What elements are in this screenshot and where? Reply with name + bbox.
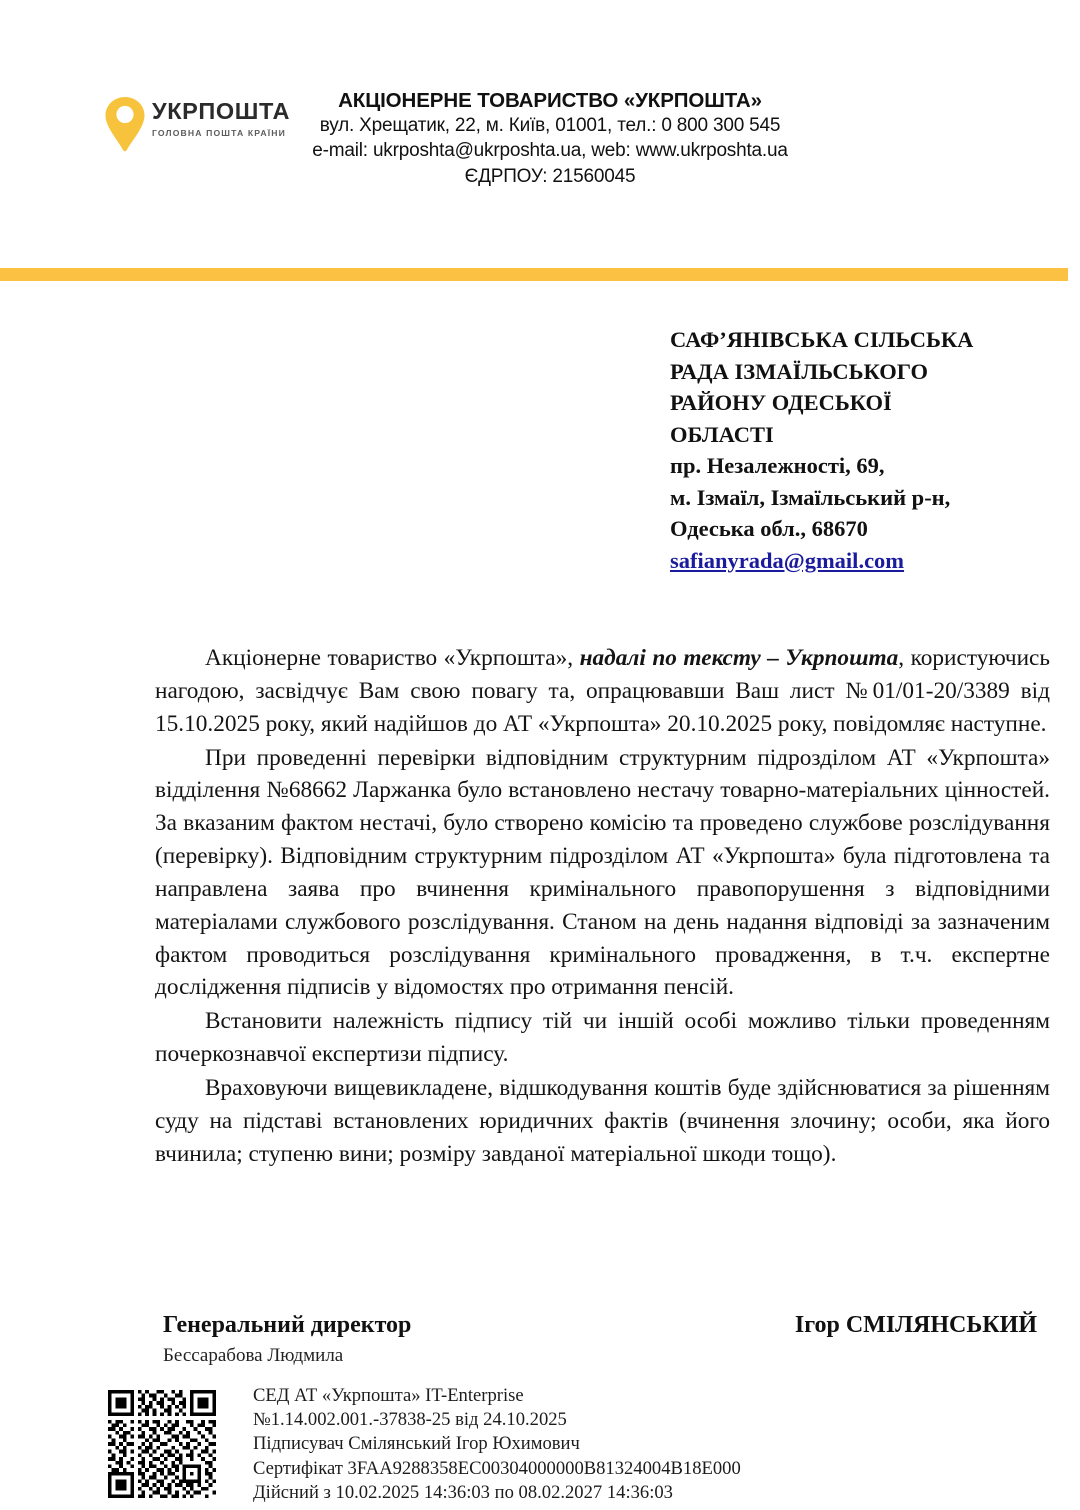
paragraph-2: При проведенні перевірки відповідним структурним підрозділом АТ «Укрпошта» відділення №68662 Ларжанка було встановлено нестачу товарно-матеріальних цінностей. За вказаним фактом нестачі, було створено комісію та проведено службове розслідування (перевірку). Відповідним структурним підрозділом АТ «Укрпошта» була підготовлена та направлена заява про вчинення кримінального правопорушення з відповідними матеріалами службового розслідування. Станом на день надання відповіді за зазначеним фактом проводиться розслідування кримінального провадження, в т.ч. експертне дослідження підписів у відомостях про отримання пенсій. [155,744,1050,1001]
letterhead [0,88,1080,208]
signature-block [155,1312,1040,1382]
logo-tagline: ГОЛОВНА ПОШТА КРАЇНИ [152,127,286,138]
organization-name: АКЦІОНЕРНЕ ТОВАРИСТВО «УКРПОШТА» [338,89,762,112]
qr-code-icon [108,1386,216,1502]
organization-details [270,88,830,189]
organization-contacts: e-mail: ukrposhta@ukrposhta.ua, web: www.ukrposhta.ua [312,140,788,162]
document-executor: Бессарабова Людмила [163,1345,344,1366]
addressee-region: Одеська обл., 68670 [670,516,868,541]
addressee-street: пр. Незалежності, 69, [670,453,885,478]
organization-edrpou: ЄДРПОУ: 21560045 [464,165,636,187]
logo-name: УКРПОШТА [152,98,291,124]
letter-body [155,642,1050,1172]
organization-address: вул. Хрещатик, 22, м. Київ, 01001, тел.: 0 800 300 545 [319,115,781,136]
addressee-line-1: САФ’ЯНІВСЬКА СІЛЬСЬКА [670,327,974,352]
addressee-line-3: РАЙОНУ ОДЕСЬКОЇ [670,390,892,415]
addressee-line-2: РАДА ІЗМАЇЛЬСЬКОГО [670,358,929,384]
addressee-line-4: ОБЛАСТІ [670,421,774,447]
paragraph-4: Враховуючи вищевикладене, відшкодування коштів буде здійснюватися за рішенням суду на підставі встановлених юридичних фактів (вчинення злочину; особи, яка його вчинила; ступеню вини; розміру завданої матеріальної шкоди тощо). [155,1074,1050,1167]
electronic-signature-stamp [108,1384,1008,1504]
addressee-email-link[interactable]: safianyrada@gmail.com [670,547,905,573]
paragraph-1-emphasis: надалі по тексту – Укрпошта [579,645,899,671]
paragraph-3: Встановити належність підпису тій чи іншій особі можливо тільки проведенням почеркознавчої експертизи підпису. [155,1008,1050,1068]
electronic-signature-details [253,1384,993,1505]
map-pin-icon [104,96,146,152]
signatory-name: Ігор СМІЛЯНСЬКИЙ [794,1312,1037,1338]
addressee-city: м. Ізмаїл, Ізмаїльський р-н, [670,484,951,510]
paragraph-1-part-c: , користуючись нагодою, засвідчує Вам свою повагу та, опрацювавши Ваш лист №01/01-20/3389 від 15.10.2025 року, який надійшов до АТ «Укрпошта» 20.10.2025 року, повідомляє наступне. [155,645,1051,737]
paragraph-1-part-a: Акціонерне товариство «Укрпошта», [205,645,580,671]
signatory-title: Генеральний директор [163,1312,412,1338]
addressee-block [670,324,1060,576]
esign-certificate: Сертифікат 3FAA9288358EC00304000000B81324004B18E000 [253,1457,741,1479]
ukrposhta-logo [104,96,291,158]
esign-validity: Дійсний з 10.02.2025 14:36:03 по 08.02.2027 14:36:03 [253,1481,673,1503]
accent-divider [0,268,1068,281]
addressee-email-row [670,545,1060,577]
esign-signer: Підписувач Смілянський Ігор Юхимович [253,1433,580,1455]
esign-system: СЕД АТ «Укрпошта» IT-Enterprise [253,1385,524,1406]
paragraph-1 [155,642,1050,741]
esign-registration-number: №1.14.002.001.-37838-25 від 24.10.2025 [253,1409,567,1431]
